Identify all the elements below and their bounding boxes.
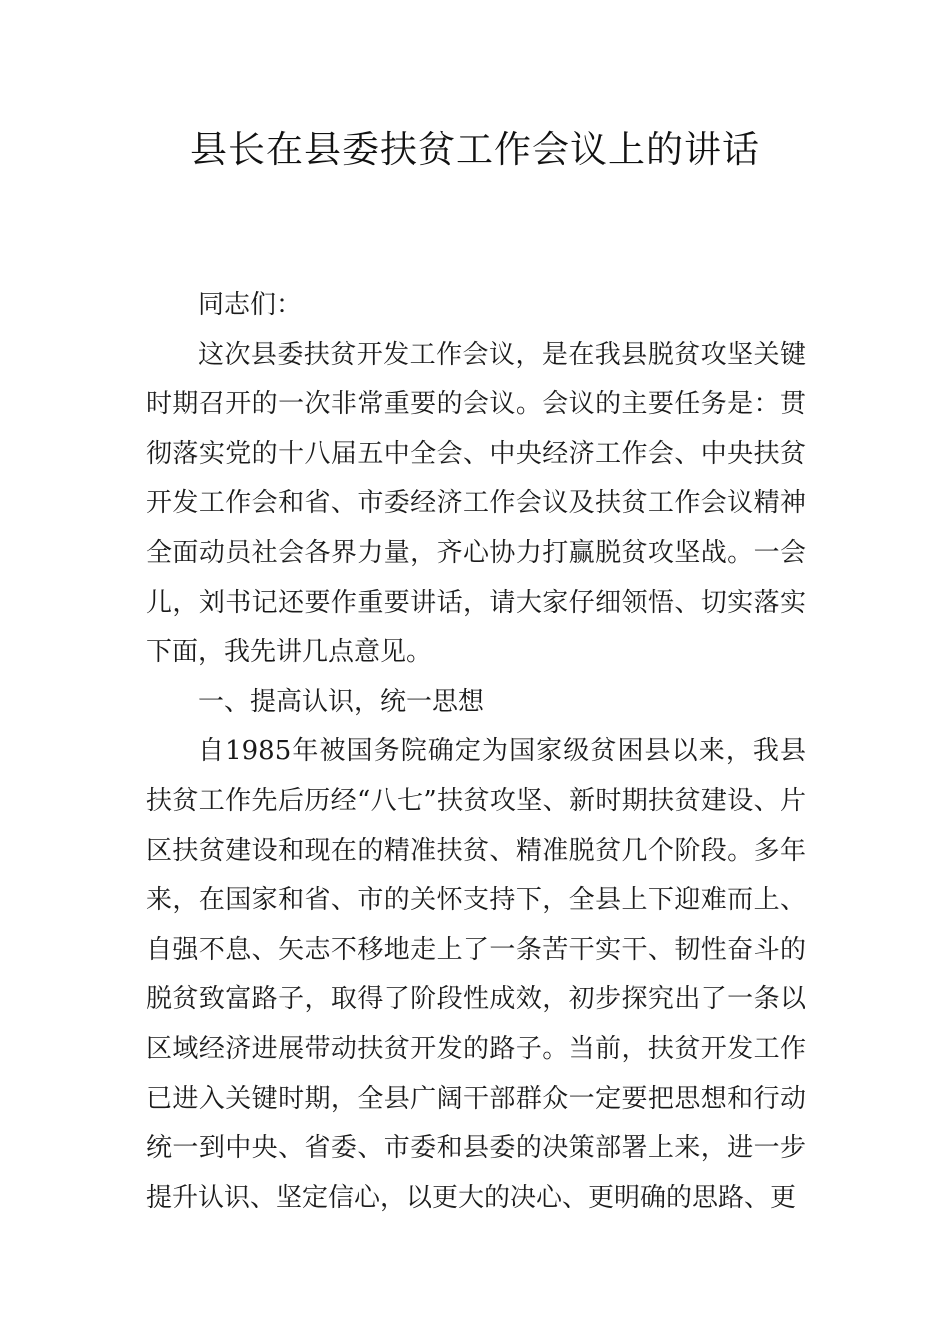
document-body [146, 281, 806, 1223]
document-title: 县长在县委扶贫工作会议上的讲话 [190, 128, 760, 171]
intro-paragraph: 这次县委扶贫开发工作会议，是在我县脱贫攻坚关键时期召开的一次非常重要的会议。会议的主要任务是：贯彻落实党的十八届五中全会、中央经济工作会、中央扶贫开发工作会和省、市委经济工作会议及扶贫工作会议精神全面动员社会各界力量，齐心协力打赢脱贫攻坚战。一会儿，刘书记还要作重要讲话，请大家仔细领悟、切实落实下面，我先讲几点意见。 [146, 339, 806, 668]
salutation-paragraph: 同志们： [198, 290, 303, 320]
section-heading: 一、提高认识，统一思想 [198, 686, 485, 717]
section-paragraph: 自1985年被国务院确定为国家级贫困县以来，我县扶贫工作先后历经“八七”扶贫攻坚、新时期扶贫建设、片区扶贫建设和现在的精准扶贫、精准脱贫几个阶段。多年来，在国家和省、市的关怀支持下，全县上下迎难而上、自强不息、矢志不移地走上了一条苦干实干、韧性奋斗的脱贫致富路子，取得了阶段性成效，初步探究出了一条以区域经济进展带动扶贫开发的路子。当前，扶贫开发工作已进入关键时期，全县广阔干部群众一定要把思想和行动统一到中央、省委、市委和县委的决策部署上来，进一步提升认识、坚定信心，以更大的决心、更明确的思路、更 [146, 736, 806, 1213]
